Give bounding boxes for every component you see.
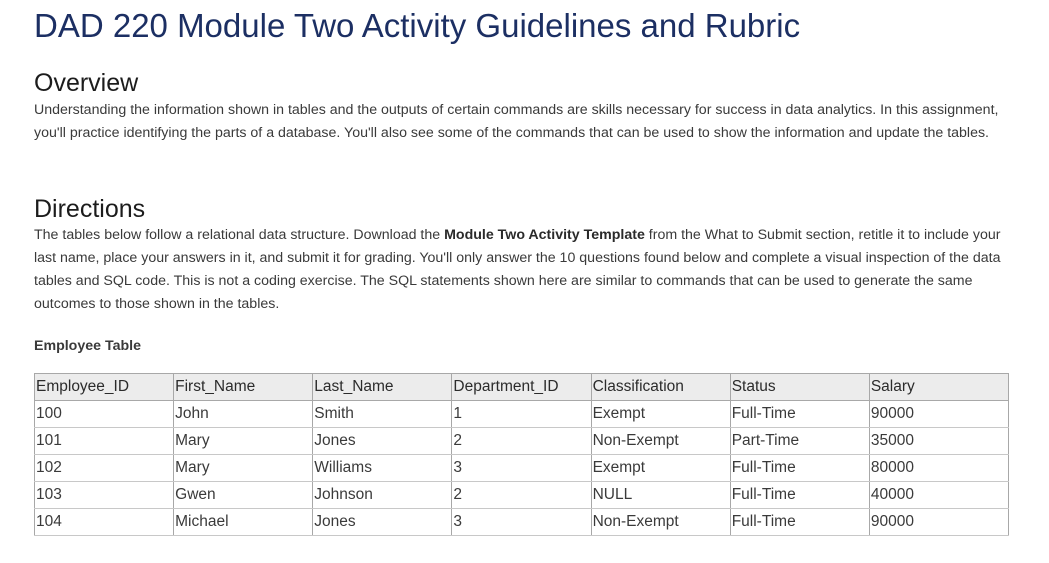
column-header-department-id: Department_ID [452,374,591,401]
employee-table [34,373,1009,536]
cell-classification: Non-Exempt [591,428,730,455]
column-header-employee-id: Employee_ID [35,374,174,401]
cell-first-name: Mary [174,455,313,482]
page-title: DAD 220 Module Two Activity Guidelines and Rubric [34,7,801,44]
cell-classification: Exempt [591,401,730,428]
table-header-row [35,374,1009,401]
directions-text-before: The tables below follow a relational data structure. Download the [34,227,445,243]
table-row [35,428,1009,455]
cell-employee-id: 103 [35,482,174,509]
column-header-first-name: First_Name [174,374,313,401]
directions-text-after: from the What to Submit section, retitle it to include your last name, place your answers in it, and submit it for grading. You'll only answer the 10 questions found below and complete a visual inspection of the data tables and SQL code. This is not a coding exercise. The SQL statements shown here are similar to commands that can be used to generate the same outcomes to those shown in the tables. [34,227,1001,312]
cell-classification: NULL [591,482,730,509]
cell-last-name: Jones [313,428,452,455]
cell-last-name: Johnson [313,482,452,509]
template-link[interactable]: Module Two Activity Template [444,227,645,243]
cell-department-id: 2 [452,482,591,509]
cell-first-name: Michael [174,509,313,536]
cell-employee-id: 102 [35,455,174,482]
cell-classification: Exempt [591,455,730,482]
cell-first-name: John [174,401,313,428]
cell-salary: 90000 [869,509,1008,536]
directions-text [34,224,1009,316]
cell-first-name: Mary [174,428,313,455]
directions-heading: Directions [34,195,146,223]
cell-status: Full-Time [730,455,869,482]
cell-classification: Non-Exempt [591,509,730,536]
cell-employee-id: 101 [35,428,174,455]
table-row [35,482,1009,509]
cell-salary: 40000 [869,482,1008,509]
cell-last-name: Smith [313,401,452,428]
cell-department-id: 1 [452,401,591,428]
table-row [35,455,1009,482]
column-header-classification: Classification [591,374,730,401]
column-header-status: Status [730,374,869,401]
overview-heading: Overview [34,69,139,97]
column-header-salary: Salary [869,374,1008,401]
cell-salary: 90000 [869,401,1008,428]
cell-employee-id: 104 [35,509,174,536]
cell-salary: 80000 [869,455,1008,482]
cell-employee-id: 100 [35,401,174,428]
table-row [35,509,1009,536]
overview-text: Understanding the information shown in tables and the outputs of certain commands are skills necessary for success in data analytics. In this assignment, you'll practice identifying the parts of a database. You'll also see some of the commands that can be used to show the information and update the tables. [34,102,999,141]
cell-status: Full-Time [730,401,869,428]
cell-last-name: Williams [313,455,452,482]
cell-status: Full-Time [730,482,869,509]
employee-table-caption: Employee Table [34,338,141,354]
cell-salary: 35000 [869,428,1008,455]
column-header-last-name: Last_Name [313,374,452,401]
cell-last-name: Jones [313,509,452,536]
cell-status: Part-Time [730,428,869,455]
cell-first-name: Gwen [174,482,313,509]
cell-department-id: 2 [452,428,591,455]
cell-status: Full-Time [730,509,869,536]
cell-department-id: 3 [452,455,591,482]
table-row [35,401,1009,428]
cell-department-id: 3 [452,509,591,536]
